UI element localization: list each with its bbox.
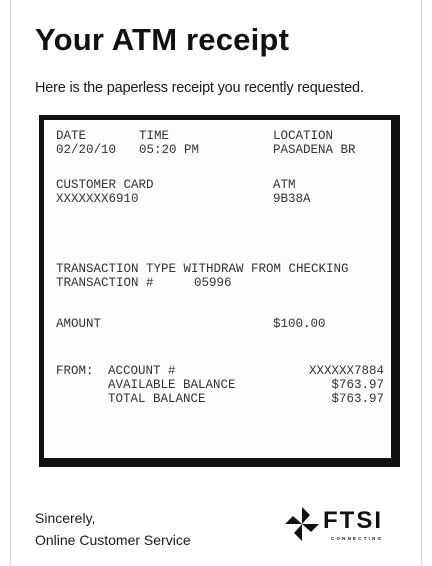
signature-text: Online Customer Service <box>35 532 191 548</box>
transaction-number-label: TRANSACTION # <box>56 276 154 290</box>
logo-tagline: CONNECTING <box>331 536 384 541</box>
pinwheel-logo-icon <box>283 505 321 543</box>
amount-value: $100.00 <box>273 317 326 331</box>
location-label: LOCATION <box>273 129 334 143</box>
closing-text: Sincerely, <box>35 510 96 526</box>
total-balance-value: $763.97 <box>331 392 384 406</box>
account-value: XXXXXX7884 <box>308 364 384 378</box>
from-label: FROM: <box>56 364 94 378</box>
ftsi-logo <box>283 503 407 547</box>
transaction-number-value: 05996 <box>194 276 232 290</box>
time-value: 05:20 PM <box>139 143 200 157</box>
atm-value: 9B38A <box>273 192 311 206</box>
location-value: PASADENA BR <box>273 143 356 157</box>
date-label: DATE <box>56 129 87 143</box>
card-value: XXXXXXX6910 <box>56 192 139 206</box>
page-title: Your ATM receipt <box>35 22 290 57</box>
receipt-frame <box>39 115 400 467</box>
account-label: ACCOUNT # <box>108 364 176 378</box>
receipt-page <box>10 0 422 566</box>
atm-label: ATM <box>273 178 296 192</box>
amount-label: AMOUNT <box>56 317 102 331</box>
available-balance-value: $763.97 <box>331 378 384 392</box>
available-balance-label: AVAILABLE BALANCE <box>108 378 236 392</box>
date-value: 02/20/10 <box>56 143 117 157</box>
logo-text: FTSI <box>323 507 383 534</box>
transaction-type: TRANSACTION TYPE WITHDRAW FROM CHECKING <box>56 262 349 276</box>
time-label: TIME <box>139 129 170 143</box>
card-label: CUSTOMER CARD <box>56 178 154 192</box>
receipt-paper <box>44 120 391 458</box>
page-subtitle: Here is the paperless receipt you recently requested. <box>35 80 364 96</box>
total-balance-label: TOTAL BALANCE <box>108 392 206 406</box>
